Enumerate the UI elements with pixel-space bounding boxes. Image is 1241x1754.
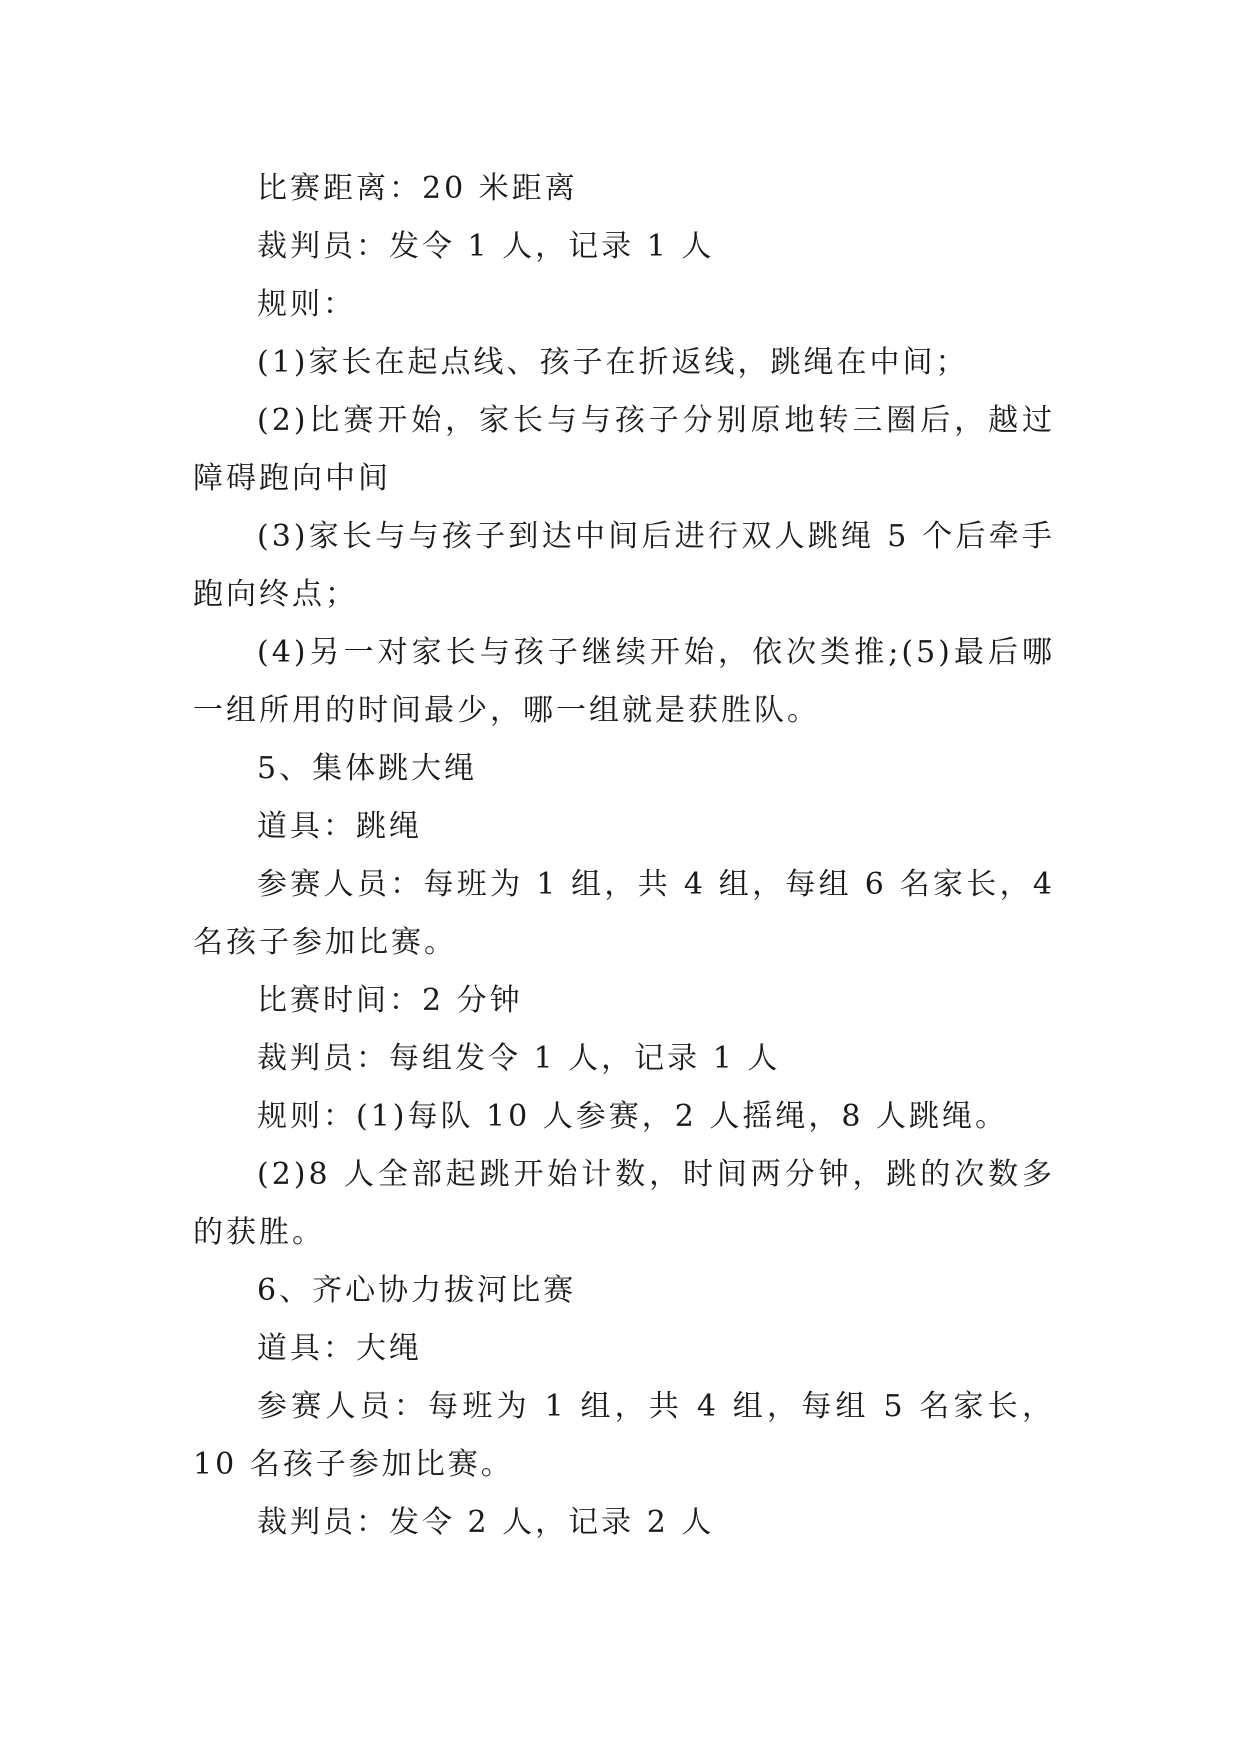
paragraph-participants: 参赛人员：每班为 1 组，共 4 组，每组 6 名家长，4 名孩子参加比赛。 [193, 867, 1055, 960]
paragraph-rule-2: (2)8 人全部起跳开始计数，时间两分钟，跳的次数多的获胜。 [193, 1157, 1055, 1250]
paragraph-referee: 裁判员：发令 2 人，记录 2 人 [257, 1505, 715, 1540]
paragraph-match-time: 比赛时间：2 分钟 [257, 983, 523, 1018]
paragraph-props: 道具：跳绳 [257, 809, 422, 844]
paragraph-participants: 参赛人员：每班为 1 组，共 4 组，每组 5 名家长，10 名孩子参加比赛。 [193, 1389, 1055, 1482]
paragraph-rule-1: (1)家长在起点线、孩子在折返线，跳绳在中间； [257, 345, 969, 380]
paragraph-referee: 裁判员：发令 1 人，记录 1 人 [257, 229, 715, 264]
paragraph-rule-3: (3)家长与与孩子到达中间后进行双人跳绳 5 个后牵手跑向终点； [193, 519, 1055, 612]
paragraph-referee: 裁判员：每组发令 1 人，记录 1 人 [257, 1041, 781, 1076]
paragraph-distance: 比赛距离：20 米距离 [257, 171, 578, 206]
paragraph-rules: 规则：(1)每队 10 人参赛，2 人摇绳，8 人跳绳。 [257, 1099, 1008, 1134]
section-heading-5: 5、集体跳大绳 [257, 751, 478, 786]
paragraph-rule-2: (2)比赛开始，家长与与孩子分别原地转三圈后，越过障碍跑向中间 [193, 403, 1055, 496]
paragraph-props: 道具：大绳 [257, 1331, 422, 1366]
document-body [193, 160, 1055, 1552]
section-heading-6: 6、齐心协力拔河比赛 [257, 1273, 577, 1308]
paragraph-rules-heading: 规则： [257, 287, 356, 322]
paragraph-rule-4-5: (4)另一对家长与孩子继续开始，依次类推;(5)最后哪一组所用的时间最少，哪一组就是获胜队。 [193, 635, 1055, 728]
